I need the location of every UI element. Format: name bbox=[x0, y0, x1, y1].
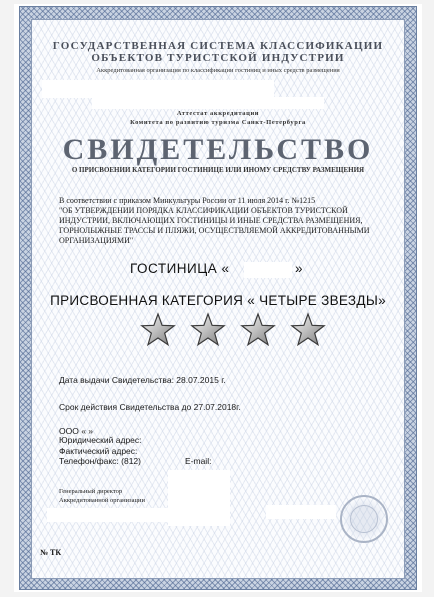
redacted-block bbox=[42, 80, 274, 98]
official-seal bbox=[340, 495, 388, 543]
accredited-organization-caption: Аккредитованная организация по классификации гостиниц и иных средств размещения bbox=[96, 67, 340, 74]
redacted-director-name bbox=[47, 508, 181, 522]
redacted-hotel-name bbox=[244, 262, 292, 278]
valid-until-date: Срок действия Свидетельства до 27.07.2018г. bbox=[59, 402, 241, 412]
phone-fax-label: Телефон/факс: (812) bbox=[59, 456, 141, 466]
category-stars bbox=[138, 311, 328, 349]
page-title: СВИДЕТЕЛЬСТВО bbox=[62, 133, 374, 166]
star-icon bbox=[292, 314, 324, 345]
order-reference-text: В соответствии с приказом Минкультуры России от 11 июля 2014 г. №1215 "ОБ УТВЕРЖДЕНИИ ПОРЯДКА КЛАССИФИКАЦИИ ОБЪЕКТОВ ТУРИСТСКОЙ ИНДУСТРИИ, ВКЛЮЧАЮЩИХ ГОСТИНИЦЫ И ИНЫЕ СРЕДСТВА РАЗМЕЩЕНИЯ, ГОРНОЛЫЖНЫЕ ТРАССЫ И ПЛЯЖИ, ОСУЩЕСТВЛЯЕМОЙ АККРЕДИТОВАННЫМИ ОРГАНИЗАЦИЯМИ" bbox=[59, 196, 370, 245]
certificate-number-label: № ТК bbox=[40, 548, 62, 557]
hotel-name-label: ГОСТИНИЦА « bbox=[130, 261, 230, 276]
assigned-category: ПРИСВОЕННАЯ КАТЕГОРИЯ « ЧЕТЫРЕ ЗВЕЗДЫ» bbox=[50, 293, 386, 308]
redacted-block bbox=[92, 97, 324, 109]
accredited-organization-label: Аккредитованной организации bbox=[59, 497, 145, 504]
actual-address-label: Фактический адрес: bbox=[59, 446, 138, 456]
accreditation-certificate-label: Аттестат аккредитации bbox=[176, 110, 260, 117]
legal-address-label: Юридический адрес: bbox=[59, 435, 142, 445]
director-title: Генеральный директор bbox=[59, 488, 123, 495]
header-line-1: ГОСУДАРСТВЕННАЯ СИСТЕМА КЛАССИФИКАЦИИ bbox=[52, 40, 384, 52]
star-icon bbox=[242, 314, 274, 345]
organization-name: ООО « » bbox=[59, 426, 94, 436]
hotel-name-closing-quote: » bbox=[295, 261, 303, 276]
redacted-name bbox=[266, 505, 336, 519]
star-icon bbox=[192, 314, 224, 345]
header-line-2: ОБЪЕКТОВ ТУРИСТСКОЙ ИНДУСТРИИ bbox=[91, 52, 345, 64]
issue-date: Дата выдачи Свидетельства: 28.07.2015 г. bbox=[59, 375, 226, 385]
star-icon bbox=[142, 314, 174, 345]
page-subtitle: О ПРИСВОЕНИИ КАТЕГОРИИ ГОСТИНИЦЕ ИЛИ ИНОМУ СРЕДСТВУ РАЗМЕЩЕНИЯ bbox=[71, 166, 365, 174]
committee-label: Комитета по развитию туризма Санкт-Петербурга bbox=[130, 119, 306, 126]
email-label: E-mail: bbox=[185, 456, 212, 466]
